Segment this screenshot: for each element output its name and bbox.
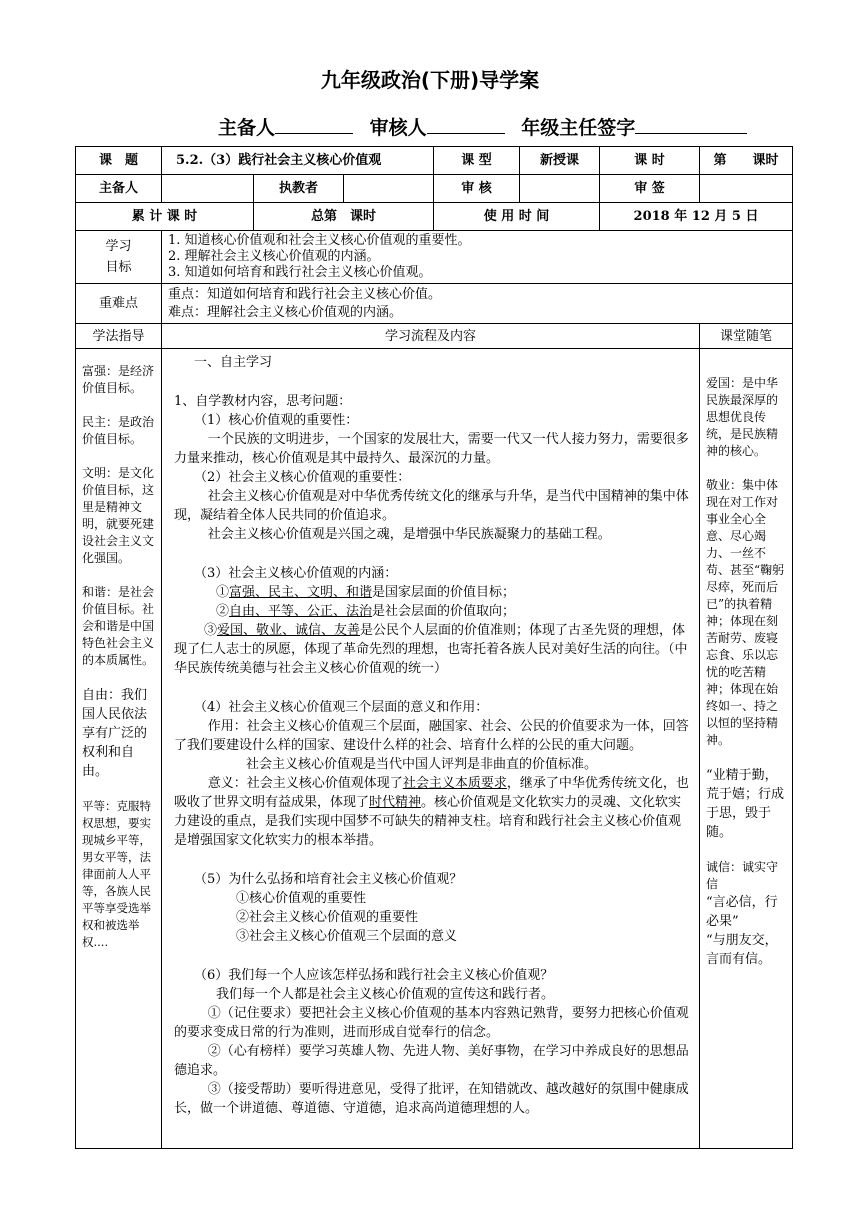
p6-item-c: ③（接受帮助）要听得进意见，受得了批评，在知错就改、越改越好的氛围中健康成长，做一个讲道德、尊道德、守道德，追求高尚道德理想的人。	[174, 1082, 689, 1116]
p2-text-1: 社会主义核心价值观是对中华优秀传统文化的继承与升华，是当代中国精神的集中体现，凝结着全体人民共同的价值追求。	[174, 489, 689, 523]
page-title: 九年级政治(下册)导学案	[320, 68, 540, 92]
review-label: 审 核	[434, 175, 520, 203]
goal-item: 2. 理解社会主义核心价值观的内涵。	[168, 249, 380, 264]
course-value: 5.2.（3）践行社会主义核心价值观	[162, 147, 434, 175]
p6-title: （6）我们每一个人应该怎样弘扬和践行社会主义核心价值观？	[194, 968, 554, 983]
note-wenming: 文明：是文化价值目标，这里是精神文明，就要死建设社会主义文化强国。	[82, 466, 155, 565]
goals-list	[162, 231, 793, 284]
p3-item-c: ③爱国、敬业、诚信、友善是公民个人层面的价值准则；体现了古圣先贤的理想，体现了仁人志士的夙愿，体现了革命先烈的理想，也寄托着各族人民对美好生活的向往。（中华民族传统美德与社会主义核心价值观的统一）	[174, 623, 688, 676]
p1-title: （1）核心价值观的重要性：	[194, 413, 359, 428]
note-hexie: 和谐：是社会价值目标。社会和谐是中国特色社会主义的本质属性。	[82, 585, 155, 667]
note-jingye: 敬业：集中体现在对工作对事业全心全意、尽心竭力、一丝不苟、甚至“鞠躬尽瘁，死而后已”的执着精神；体现在刻苦耐劳、废寝忘食、乐以忘忧的吃苦精神；体现在始终如一、持之以恒的坚持精神。	[706, 478, 785, 747]
p6-item-a: ①（记住要求）要把社会主义核心价值观的基本内容熟记熟背，要努力把核心价值观的要求变成日常的行为准则，进而形成自觉奉行的信念。	[174, 1006, 689, 1040]
period-label: 课 时	[600, 147, 700, 175]
goal-item: 3. 知道如何培育和践行社会主义核心价值观。	[168, 265, 432, 280]
use-time-value: 2018 年 12 月 5 日	[600, 203, 793, 231]
total-periods-label: 累 计 课 时	[76, 203, 254, 231]
director-label: 年级主任签字	[521, 117, 636, 139]
p4-title: （4）社会主义核心价值观三个层面的意义和作用：	[194, 700, 489, 715]
goal-item: 1. 知道核心价值观和社会主义核心价值观的重要性。	[168, 233, 471, 248]
preparer-label: 主备人	[218, 117, 276, 139]
use-time-label: 使 用 时 间	[434, 203, 600, 231]
type-label: 课 型	[434, 147, 520, 175]
teacher-value[interactable]	[344, 175, 434, 203]
p1-text: 一个民族的文明进步，一个国家的发展壮大，需要一代又一代人接力努力，需要很多力量来推动，核心价值观是其中最持久、最深沉的力量。	[174, 432, 689, 466]
p5-item: ③社会主义核心价值观三个层面的意义	[236, 929, 458, 944]
note-aiguo: 爱国：是中华民族最深厚的思想优良传统，是民族精神的核心。	[706, 376, 779, 458]
course-label: 课 题	[76, 147, 162, 175]
section-heading: 一、自主学习	[194, 355, 273, 370]
note-minzhu: 民主：是政治价值目标。	[82, 415, 155, 446]
preparer-blank[interactable]	[275, 115, 353, 134]
p6-item-b: ②（心有榜样）要学习英雄人物、先进人物、美好事物，在学习中养成良好的思想品德追求。	[174, 1044, 689, 1078]
lesson-plan-table	[75, 146, 793, 1149]
class-notes	[700, 349, 793, 1149]
sign-value[interactable]	[700, 175, 793, 203]
sign-label: 审 签	[600, 175, 700, 203]
question-1: 1、自学教材内容，思考问题：	[174, 394, 352, 409]
goals-label-2: 目标	[105, 260, 132, 275]
method-notes	[76, 349, 162, 1149]
difficulty-label: 重难点	[76, 284, 162, 324]
note-chengxin: 诚信：诚实守信	[706, 860, 779, 891]
note-pingdeng: 平等：克服特权思想，要实现城乡平等，男女平等，法律面前人人平等，各族人民平等享受选举权和被选举权....	[82, 799, 151, 949]
preparer-cell-value[interactable]	[162, 175, 254, 203]
p5-item: ①核心价值观的重要性	[236, 891, 367, 906]
note-yejing: “业精于勤，荒于嬉；行成于思，毁于随。	[706, 768, 785, 840]
p6-lead: 我们每一个人都是社会主义核心价值观的宣传这和践行者。	[216, 987, 555, 1002]
note-yanbixin: “言必信，行必果”	[706, 895, 778, 929]
signature-line	[218, 113, 747, 140]
p2-text-2: 社会主义核心价值观是兴国之魂，是增强中华民族凝聚力的基础工程。	[207, 527, 611, 542]
period-value: 第 课时	[700, 147, 793, 175]
note-ziyou: 自由：我们国人民依法享有广泛的权利和自由。	[82, 688, 148, 779]
difficulty-content	[162, 284, 793, 324]
note-pengyou: “与朋友交，言而有信。	[706, 933, 778, 967]
p3-item-b: ②自由、平等、公正、法治是社会层面的价值取向；	[216, 604, 516, 619]
review-value[interactable]	[520, 175, 600, 203]
type-value: 新授课	[520, 147, 600, 175]
col-header-content: 学习流程及内容	[162, 324, 700, 349]
reviewer-blank[interactable]	[427, 115, 505, 134]
key-point: 重点：知道如何培育和践行社会主义核心价值。	[168, 286, 442, 302]
learning-content	[162, 349, 700, 1149]
p2-title: （2）社会主义核心价值观的重要性：	[194, 470, 411, 485]
teacher-label: 执教者	[254, 175, 344, 203]
goals-label	[76, 231, 162, 284]
col-header-method: 学法指导	[76, 324, 162, 349]
note-fuqiang: 富强：是经济价值目标。	[82, 364, 155, 395]
p5-item: ②社会主义核心价值观的重要性	[236, 910, 419, 925]
director-blank[interactable]	[635, 115, 747, 134]
p4-standard: 社会主义核心价值观是当代中国人评判是非曲直的价值标准。	[246, 757, 598, 772]
total-periods-value: 总第 课时	[254, 203, 434, 231]
reviewer-label: 审核人	[369, 117, 427, 139]
p4-meaning: 意义：社会主义核心价值观体现了社会主义本质要求，继承了中华优秀传统文化，也吸收了世界文明有益成果，体现了时代精神。核心价值观是文化软实力的灵魂、文化软实力建设的重点，是我们实现中国梦不可缺失的精神支柱。培育和践行社会主义核心价值观是增强国家文化软实力的根本举措。	[174, 776, 689, 848]
col-header-notes: 课堂随笔	[700, 324, 793, 349]
p3-item-a: ①富强、民主、文明、和谐是国家层面的价值目标；	[216, 585, 516, 600]
goals-label-1: 学习	[105, 239, 132, 254]
hard-point: 难点：理解社会主义核心价值观的内涵。	[168, 304, 403, 320]
p3-title: （3）社会主义核心价值观的内涵：	[194, 566, 398, 581]
p4-role: 作用：社会主义核心价值观三个层面，融国家、社会、公民的价值要求为一体，回答了我们要建设什么样的国家、建设什么样的社会、培育什么样的公民的重大问题。	[174, 719, 689, 753]
p5-title: （5）为什么弘扬和培育社会主义核心价值观？	[194, 872, 463, 887]
preparer-cell-label: 主备人	[76, 175, 162, 203]
